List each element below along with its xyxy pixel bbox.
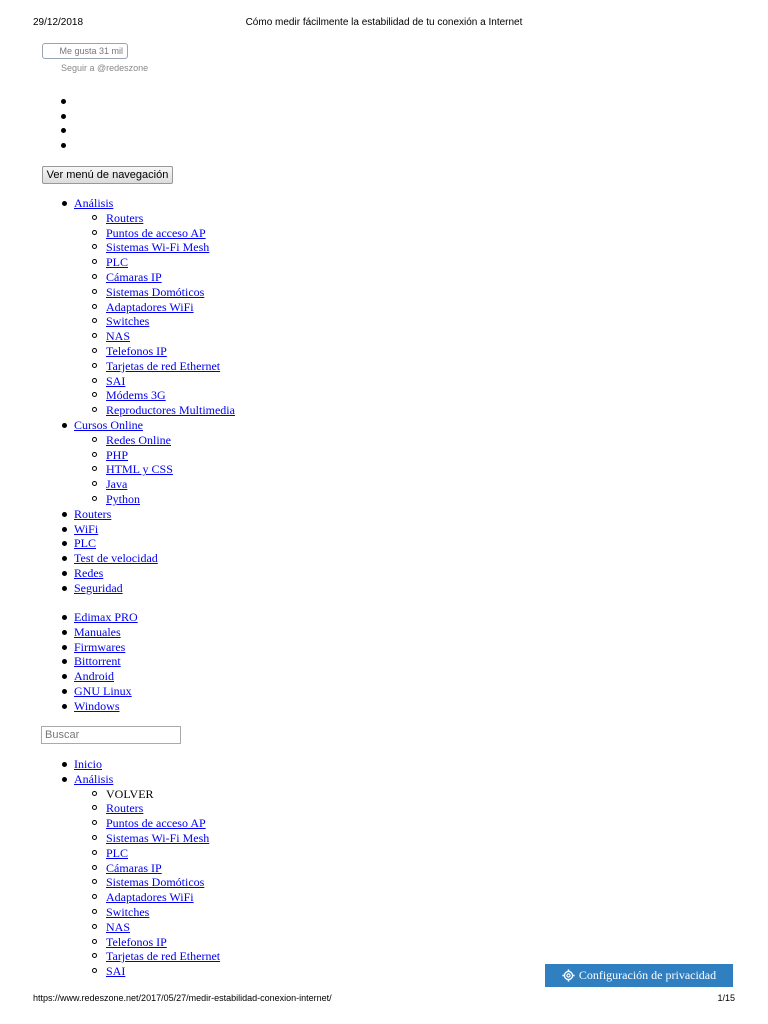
secondary-nav-menu	[0, 610, 138, 714]
nav-link[interactable]: Sistemas Wi-Fi Mesh	[106, 240, 210, 255]
mobile-nav-menu	[0, 757, 220, 979]
nav-subitem[interactable]	[0, 211, 235, 226]
nav-subitem[interactable]	[0, 388, 235, 403]
nav-link[interactable]: Análisis	[74, 771, 114, 786]
nav-link[interactable]: Windows	[74, 698, 120, 713]
nav-item[interactable]	[0, 507, 235, 522]
nav-subitem[interactable]	[0, 300, 235, 315]
nav-subitem[interactable]	[0, 314, 235, 329]
print-title: Cómo medir fácilmente la estabilidad de tu conexión a Internet	[245, 17, 523, 28]
nav-link[interactable]: Switches	[106, 904, 150, 919]
nav-link[interactable]: Routers	[106, 210, 144, 225]
privacy-settings-button[interactable]	[545, 964, 733, 987]
nav-link[interactable]: Cámaras IP	[106, 860, 162, 875]
nav-subitem[interactable]	[0, 255, 235, 270]
nav-subitem[interactable]	[0, 920, 220, 935]
nav-subitem[interactable]	[0, 905, 220, 920]
nav-link[interactable]: PLC	[74, 536, 97, 551]
nav-link[interactable]: Inicio	[74, 757, 102, 771]
nav-subitem[interactable]	[0, 344, 235, 359]
nav-link[interactable]: Sistemas Domóticos	[106, 875, 205, 890]
nav-subitem[interactable]	[0, 359, 235, 374]
nav-link[interactable]: Edimax PRO	[74, 610, 138, 624]
nav-link[interactable]: Test de velocidad	[74, 551, 158, 566]
nav-link[interactable]: Routers	[106, 801, 144, 816]
nav-subitem[interactable]	[0, 492, 235, 507]
nav-item[interactable]	[0, 684, 138, 699]
nav-link[interactable]: HTML y CSS	[106, 462, 173, 477]
print-date: 29/12/2018	[33, 17, 84, 28]
nav-subitem[interactable]	[0, 462, 235, 477]
nav-link[interactable]: PLC	[106, 255, 129, 270]
nav-subitem[interactable]	[0, 329, 235, 344]
nav-item[interactable]	[0, 699, 138, 714]
nav-link[interactable]: SAI	[106, 964, 126, 979]
nav-link[interactable]: Telefonos IP	[106, 934, 167, 949]
nav-subitem[interactable]	[0, 964, 220, 979]
nav-menu-button[interactable]: Ver menú de navegación	[42, 166, 173, 184]
nav-link[interactable]: Telefonos IP	[106, 343, 167, 358]
twitter-follow-link[interactable]: Seguir a @redeszone	[61, 63, 149, 73]
nav-subitem[interactable]	[0, 861, 220, 876]
nav-subitem[interactable]	[0, 240, 235, 255]
nav-subitem[interactable]	[0, 949, 220, 964]
nav-link[interactable]: PHP	[106, 447, 129, 462]
nav-item[interactable]	[0, 654, 138, 669]
nav-subitem[interactable]	[0, 477, 235, 492]
nav-subitem[interactable]	[0, 846, 220, 861]
nav-link[interactable]: Adaptadores WiFi	[106, 299, 194, 314]
page-number: 1/15	[717, 993, 735, 1003]
nav-link[interactable]: Cursos Online	[74, 417, 143, 432]
nav-subitem[interactable]	[0, 448, 235, 463]
nav-item[interactable]	[0, 536, 235, 551]
nav-link[interactable]: Adaptadores WiFi	[106, 890, 194, 905]
privacy-label: Configuración de privacidad	[578, 968, 717, 982]
nav-item[interactable]	[0, 566, 235, 581]
nav-link[interactable]: PLC	[106, 845, 129, 860]
nav-item[interactable]	[0, 610, 138, 625]
nav-item[interactable]	[0, 196, 235, 211]
nav-link[interactable]: Android	[74, 669, 114, 684]
nav-link[interactable]: Sistemas Wi-Fi Mesh	[106, 830, 210, 845]
nav-item[interactable]	[0, 625, 138, 640]
nav-link[interactable]: Bittorrent	[74, 654, 121, 669]
nav-subitem[interactable]	[0, 831, 220, 846]
nav-link[interactable]: Tarjetas de red Ethernet	[106, 949, 221, 964]
nav-link[interactable]: Redes Online	[106, 432, 171, 447]
nav-link[interactable]: GNU Linux	[74, 683, 132, 698]
like-label: Me gusta 31 mil	[59, 46, 123, 56]
gear-icon	[562, 969, 575, 982]
nav-item[interactable]	[0, 522, 235, 537]
nav-back-label: VOLVER	[106, 786, 154, 801]
nav-subitem[interactable]	[0, 433, 235, 448]
nav-item[interactable]	[0, 772, 220, 787]
nav-link[interactable]: Redes	[74, 565, 104, 580]
nav-link[interactable]: Routers	[74, 506, 112, 521]
nav-link[interactable]: Sistemas Domóticos	[106, 284, 205, 299]
nav-link[interactable]: Reproductores Multimedia	[106, 403, 235, 418]
nav-link[interactable]: Puntos de acceso AP	[106, 816, 206, 831]
nav-item[interactable]	[0, 551, 235, 566]
nav-subitem[interactable]	[0, 875, 220, 890]
nav-subitem[interactable]	[0, 285, 235, 300]
nav-item[interactable]	[0, 418, 235, 433]
nav-link[interactable]: NAS	[106, 919, 131, 934]
nav-link[interactable]: Seguridad	[74, 580, 123, 595]
nav-subitem[interactable]	[0, 816, 220, 831]
nav-subitem[interactable]	[0, 801, 220, 816]
nav-link[interactable]: Módems 3G	[106, 388, 166, 403]
nav-item[interactable]	[0, 640, 138, 655]
nav-link[interactable]: Análisis	[74, 196, 114, 210]
nav-link[interactable]: Tarjetas de red Ethernet	[106, 358, 221, 373]
nav-link[interactable]: Puntos de acceso AP	[106, 225, 206, 240]
nav-link[interactable]: Manuales	[74, 624, 121, 639]
nav-link[interactable]: Switches	[106, 314, 150, 329]
facebook-like-button[interactable]	[42, 43, 128, 59]
nav-link[interactable]: WiFi	[74, 521, 99, 536]
nav-link[interactable]: Cámaras IP	[106, 269, 162, 284]
nav-subitem[interactable]	[0, 226, 235, 241]
main-nav-menu	[0, 196, 235, 596]
nav-link[interactable]: SAI	[106, 373, 126, 388]
nav-subitem	[0, 787, 220, 802]
nav-link[interactable]: Java	[106, 477, 128, 492]
nav-subitem[interactable]	[0, 403, 235, 418]
nav-link[interactable]: Python	[106, 491, 141, 506]
search-input[interactable]	[41, 726, 181, 744]
print-footer	[0, 993, 768, 1007]
nav-subitem[interactable]	[0, 890, 220, 905]
nav-link[interactable]: NAS	[106, 329, 131, 344]
nav-subitem[interactable]	[0, 935, 220, 950]
print-header	[0, 17, 768, 31]
nav-item[interactable]	[0, 669, 138, 684]
nav-subitem[interactable]	[0, 374, 235, 389]
nav-link[interactable]: Firmwares	[74, 639, 126, 654]
nav-item[interactable]	[0, 757, 220, 772]
nav-item[interactable]	[0, 581, 235, 596]
nav-subitem[interactable]	[0, 270, 235, 285]
print-url: https://www.redeszone.net/2017/05/27/medir-estabilidad-conexion-internet/	[33, 993, 332, 1003]
